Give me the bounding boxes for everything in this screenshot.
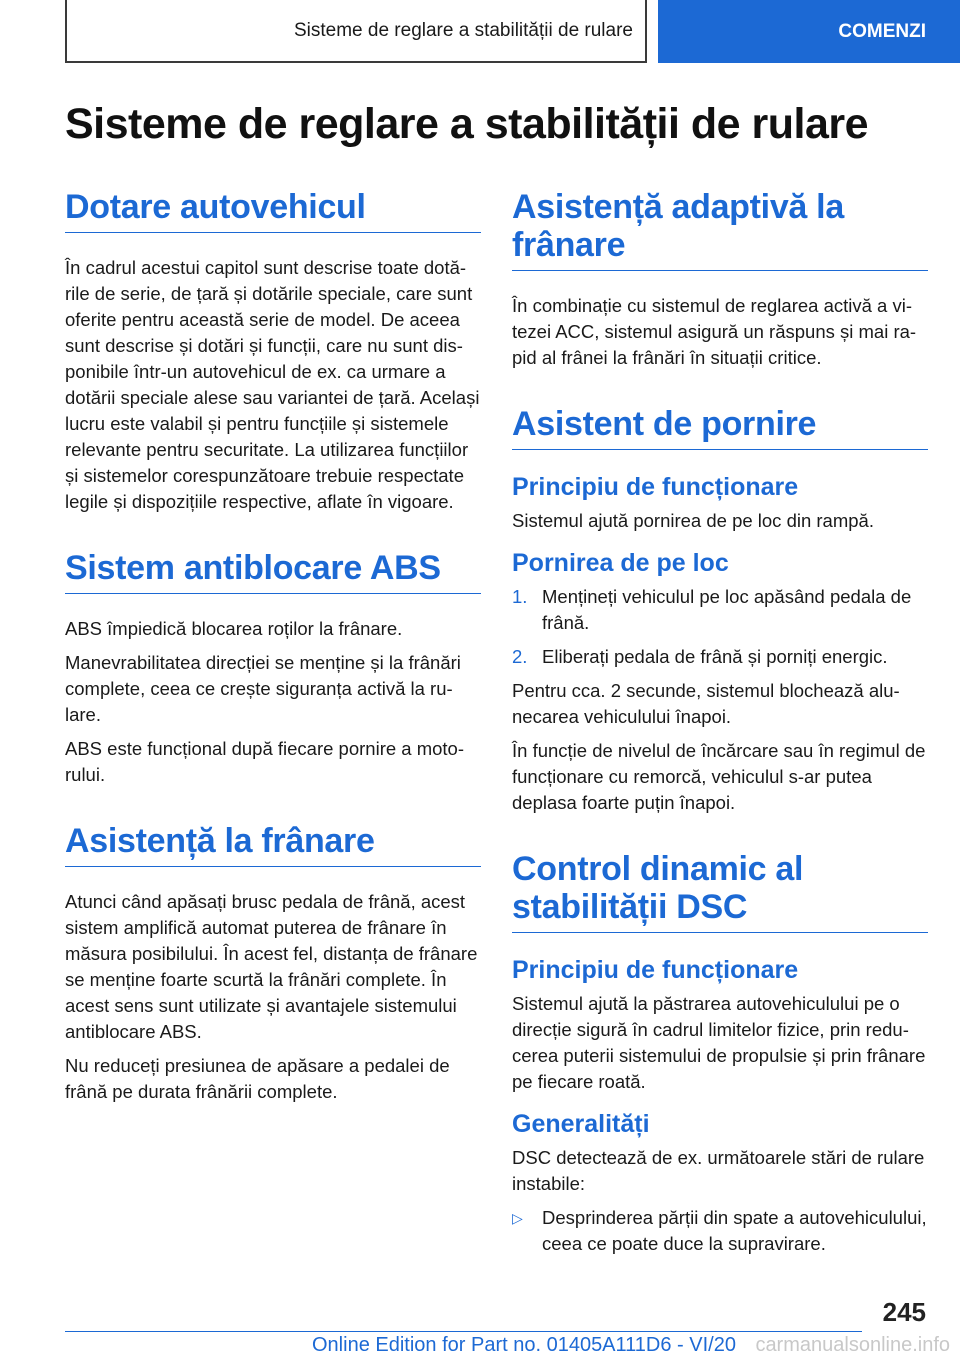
section-heading-abs: Sistem antiblocare ABS [65,549,481,594]
chapter-tab [658,0,960,63]
section-heading-adaptive-brake: Asistență adaptivă la frânare [512,188,928,271]
step-number: 2. [512,646,528,667]
dsc-principle-paragraph: Sistemul ajută la păstrarea autovehiculului pe o direcție sigură în cadrul limitelor fizice, prin reducerea puterii sistemului de propulsie și prin frânare pe fiecare roată. [512,993,926,1092]
running-header-title: Sisteme de reglare a stabilității de rulare [293,19,633,41]
footer-divider [65,1331,862,1332]
abs-paragraph-1: ABS împiedică blocarea roților la frânare. [65,618,403,639]
section-heading-start-assist: Asistent de pornire [512,405,928,450]
page-number: 245 [882,1297,926,1327]
running-header [65,0,647,63]
start-assist-paragraph-3: În funcție de nivelul de încărcare sau în regimul de funcționare cu remorcă, vehiculul s-ar putea deplasa foarte puțin înapoi. [512,740,926,813]
brake-assist-paragraph-1: Atunci când apăsați brusc pedala de frână, acest sistem amplifică automat puterea de frânare în măsura posibilului. În acest fel, distanța de frânare se menține foarte scurtă la frânări complete. În acest sens sunt utilizate și avantajele sistemului antiblocare ABS. [65,891,478,1042]
instability-list [512,1205,928,1257]
step-number: 1. [512,586,528,607]
equipment-paragraph: În cadrul acestui capitol sunt descrise toate dotările de serie, de țară și dotările speciale, care sunt oferite pentru această serie de model. De aceea sunt descrise și dotări și funcții, care nu sunt disponibile într-un autovehicul de ex. ca urmare a dotării speciale alese sau variantei de țară. Același lucru este valabil și pentru funcțiile și sistemele relevante pentru securitate. La utilizarea funcțiilor și sistemelor corespunzătoare trebuie respectate legile și dispozițiile respective, aflate în vigoare. [65,257,480,512]
driving-off-steps [512,584,928,670]
section-heading-equipment: Dotare autovehicul [65,188,481,233]
start-principle-paragraph: Sistemul ajută pornirea de pe loc din rampă. [512,510,874,531]
list-item [512,1205,928,1257]
left-column [65,188,481,1105]
subheading-general: Generalități [512,1110,650,1138]
list-item-text: Desprinderea părții din spate a autovehiculului, ceea ce poate duce la supravirare. [542,1207,927,1254]
subheading-dsc-principle: Principiu de funcționare [512,956,799,984]
step-text: Mențineți vehiculul pe loc apăsând pedala de frână. [542,586,912,633]
right-column [512,188,928,1265]
triangle-bullet-icon: ▷ [512,1210,523,1226]
start-assist-paragraph-2: Pentru cca. 2 secunde, sistemul blochează alunecarea vehiculului înapoi. [512,680,900,727]
chapter-tab-label: COMENZI [838,20,926,42]
step-item [512,644,928,670]
watermark: carmanualsonline.info [755,1334,950,1356]
brake-assist-paragraph-2: Nu reduceți presiunea de apăsare a pedalei de frână pe durata frânării complete. [65,1055,450,1102]
section-heading-brake-assist: Asistență la frânare [65,822,481,867]
abs-paragraph-2: Manevrabilitatea direcției se menține și la frânări complete, ceea ce crește siguranța activă la rulare. [65,652,461,725]
step-text: Eliberați pedala de frână și porniți energic. [542,646,888,667]
subheading-driving-off: Pornirea de pe loc [512,549,729,577]
section-heading-dsc: Control dinamic al stabilității DSC [512,850,928,933]
page-title: Sisteme de reglare a stabilității de rulare [65,100,869,148]
general-paragraph: DSC detectează de ex. următoarele stări de rulare instabile: [512,1147,925,1194]
subheading-start-principle: Principiu de funcționare [512,473,799,501]
step-item [512,584,928,636]
adaptive-brake-paragraph: În combinație cu sistemul de reglarea activă a vitezei ACC, sistemul asigură un răspuns și mai rapid al frânei la frânări în situații critice. [512,295,917,368]
footer-edition: Online Edition for Part no. 01405A111D6 - VI/20 [312,1334,736,1356]
abs-paragraph-3: ABS este funcțional după fiecare pornire a motorului. [65,738,465,785]
